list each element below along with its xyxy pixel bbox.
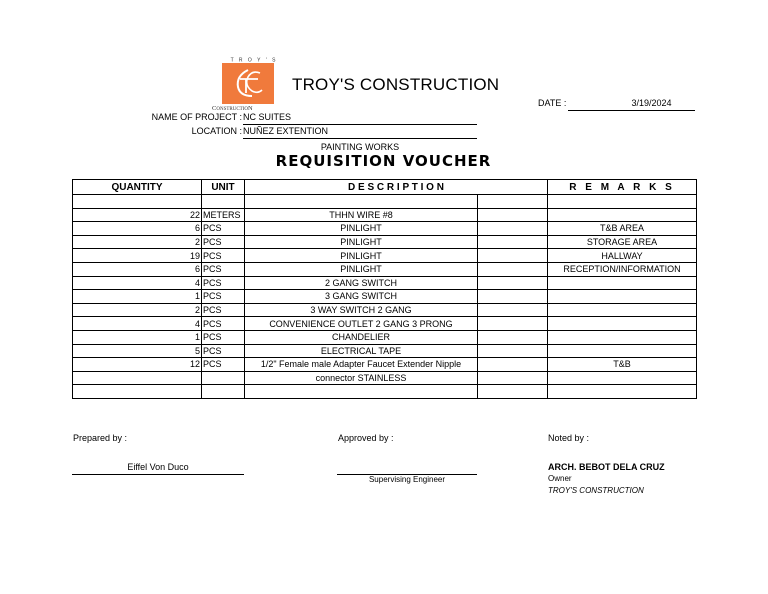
location-label: LOCATION : bbox=[191, 126, 242, 136]
table-row bbox=[73, 371, 697, 385]
cell-quantity: 2 bbox=[73, 235, 202, 249]
cell-description: CHANDELIER bbox=[245, 330, 478, 344]
cell-unit: PCS bbox=[202, 249, 245, 263]
company-name: TROY'S CONSTRUCTION bbox=[292, 75, 500, 94]
cell-quantity bbox=[73, 195, 202, 209]
cell-quantity bbox=[73, 385, 202, 399]
cell-remarks bbox=[548, 303, 697, 317]
cell-unit bbox=[202, 385, 245, 399]
noted-by-name: ARCH. BEBOT DELA CRUZ bbox=[548, 462, 665, 472]
noted-by-label: Noted by : bbox=[548, 433, 590, 443]
table-row bbox=[73, 208, 697, 222]
prepared-by-name: Eiffel Von Duco bbox=[127, 462, 189, 472]
document-title: REQUISITION VOUCHER bbox=[275, 152, 492, 170]
cell-unit: PCS bbox=[202, 235, 245, 249]
date-label: DATE : bbox=[538, 98, 567, 108]
cell-blank bbox=[478, 195, 548, 209]
cell-blank bbox=[478, 358, 548, 372]
cell-quantity: 12 bbox=[73, 358, 202, 372]
cell-remarks bbox=[548, 330, 697, 344]
cell-blank bbox=[478, 317, 548, 331]
cell-unit: PCS bbox=[202, 344, 245, 358]
cell-blank bbox=[478, 385, 548, 399]
cell-unit: PCS bbox=[202, 358, 245, 372]
table-row bbox=[73, 358, 697, 372]
header-quantity: QUANTITY bbox=[73, 180, 202, 195]
cell-description: PINLIGHT bbox=[245, 235, 478, 249]
cell-remarks bbox=[548, 385, 697, 399]
work-type: PAINTING WORKS bbox=[320, 142, 400, 152]
cell-description: 3 GANG SWITCH bbox=[245, 290, 478, 304]
noted-by-company: TROY'S CONSTRUCTION bbox=[548, 486, 644, 495]
cell-quantity: 5 bbox=[73, 344, 202, 358]
cell-description bbox=[245, 195, 478, 209]
cell-description: CONVENIENCE OUTLET 2 GANG 3 PRONG bbox=[245, 317, 478, 331]
date-field bbox=[568, 98, 695, 111]
table-row bbox=[73, 317, 697, 331]
cell-quantity: 1 bbox=[73, 330, 202, 344]
cell-remarks bbox=[548, 317, 697, 331]
cell-quantity: 22 bbox=[73, 208, 202, 222]
table-row bbox=[73, 330, 697, 344]
cell-quantity: 6 bbox=[73, 262, 202, 276]
cell-unit bbox=[202, 371, 245, 385]
header-description: D E S C R I P T I O N bbox=[245, 180, 548, 195]
cell-blank bbox=[478, 290, 548, 304]
prepared-by-line bbox=[72, 474, 244, 475]
cell-quantity: 4 bbox=[73, 276, 202, 290]
cell-description: PINLIGHT bbox=[245, 262, 478, 276]
cell-description: 3 WAY SWITCH 2 GANG bbox=[245, 303, 478, 317]
cell-description: ELECTRICAL TAPE bbox=[245, 344, 478, 358]
cell-unit: PCS bbox=[202, 262, 245, 276]
cell-blank bbox=[478, 235, 548, 249]
noted-by-role: Owner bbox=[548, 474, 572, 483]
cell-blank bbox=[478, 303, 548, 317]
header-unit: UNIT bbox=[202, 180, 245, 195]
table-row bbox=[73, 222, 697, 236]
cell-unit: PCS bbox=[202, 317, 245, 331]
cell-description: connector STAINLESS bbox=[245, 371, 478, 385]
cell-unit: PCS bbox=[202, 222, 245, 236]
cell-description: THHN WIRE #8 bbox=[245, 208, 478, 222]
approved-by-title: Supervising Engineer bbox=[368, 475, 446, 484]
cell-description: 1/2" Female male Adapter Faucet Extender Nipple bbox=[245, 358, 478, 372]
cell-blank bbox=[478, 344, 548, 358]
table-row bbox=[73, 249, 697, 263]
cell-quantity: 2 bbox=[73, 303, 202, 317]
cell-unit: PCS bbox=[202, 290, 245, 304]
company-logo bbox=[212, 57, 286, 112]
approved-by-label: Approved by : bbox=[338, 433, 394, 443]
cell-unit: PCS bbox=[202, 276, 245, 290]
cell-blank bbox=[478, 371, 548, 385]
cell-remarks: STORAGE AREA bbox=[548, 235, 697, 249]
project-value: NC SUITES bbox=[243, 112, 477, 125]
cell-quantity: 1 bbox=[73, 290, 202, 304]
svg-text:T R O Y ' S: T R O Y ' S bbox=[230, 57, 278, 64]
cell-remarks: T&B AREA bbox=[548, 222, 697, 236]
cell-remarks bbox=[548, 290, 697, 304]
cell-unit bbox=[202, 195, 245, 209]
cell-remarks: RECEPTION/INFORMATION bbox=[548, 262, 697, 276]
cell-blank bbox=[478, 330, 548, 344]
cell-description: PINLIGHT bbox=[245, 249, 478, 263]
table-row bbox=[73, 344, 697, 358]
items-table bbox=[72, 179, 697, 399]
cell-blank bbox=[478, 208, 548, 222]
cell-blank bbox=[478, 276, 548, 290]
cell-unit: METERS bbox=[202, 208, 245, 222]
cell-unit: PCS bbox=[202, 303, 245, 317]
cell-blank bbox=[478, 222, 548, 236]
cell-description: PINLIGHT bbox=[245, 222, 478, 236]
cell-blank bbox=[478, 249, 548, 263]
cell-remarks: HALLWAY bbox=[548, 249, 697, 263]
table-header-row bbox=[73, 180, 697, 195]
cell-remarks bbox=[548, 276, 697, 290]
cell-remarks bbox=[548, 371, 697, 385]
cell-remarks bbox=[548, 208, 697, 222]
prepared-by-label: Prepared by : bbox=[73, 433, 128, 443]
project-label: NAME OF PROJECT : bbox=[151, 112, 242, 122]
cell-quantity: 19 bbox=[73, 249, 202, 263]
cell-quantity: 4 bbox=[73, 317, 202, 331]
cell-quantity bbox=[73, 371, 202, 385]
cell-remarks: T&B bbox=[548, 358, 697, 372]
table-row bbox=[73, 385, 697, 399]
table-row bbox=[73, 276, 697, 290]
svg-text:CONSTRUCTION: CONSTRUCTION bbox=[212, 105, 253, 112]
table-row bbox=[73, 195, 697, 209]
cell-remarks bbox=[548, 344, 697, 358]
cell-unit: PCS bbox=[202, 330, 245, 344]
location-value: NUÑEZ EXTENTION bbox=[243, 126, 477, 139]
table-row bbox=[73, 262, 697, 276]
table-row bbox=[73, 303, 697, 317]
cell-description: 2 GANG SWITCH bbox=[245, 276, 478, 290]
table-row bbox=[73, 235, 697, 249]
cell-remarks bbox=[548, 195, 697, 209]
cell-blank bbox=[478, 262, 548, 276]
table-row bbox=[73, 290, 697, 304]
cell-description bbox=[245, 385, 478, 399]
date-value: 3/19/2024 bbox=[631, 98, 672, 108]
cell-quantity: 6 bbox=[73, 222, 202, 236]
header-remarks: R E M A R K S bbox=[548, 180, 697, 195]
